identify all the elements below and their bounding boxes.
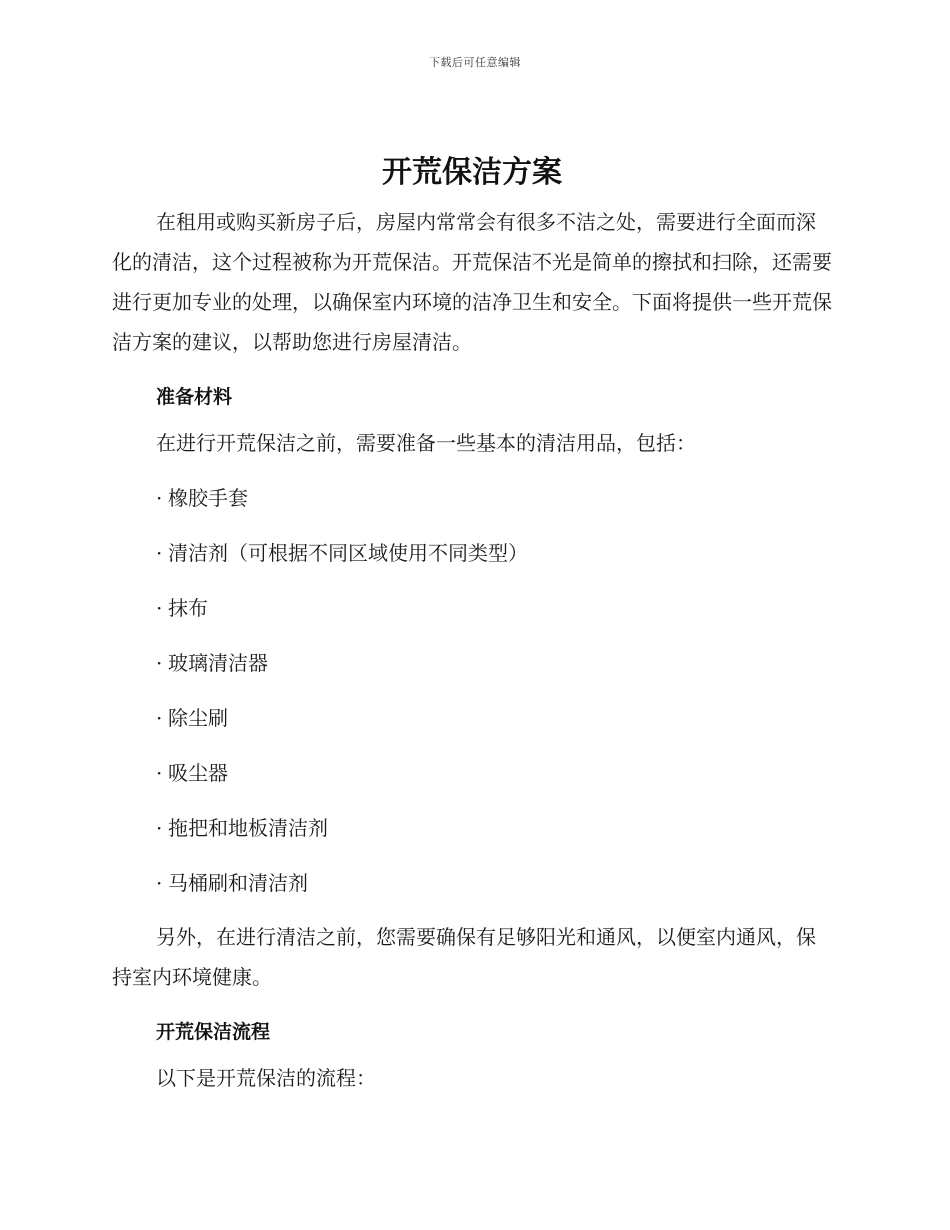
list-item <box>112 758 832 788</box>
bullet-icon: · <box>156 596 163 620</box>
list-item-label: 马桶刷和清洁剂 <box>168 871 308 895</box>
bullet-icon: · <box>156 761 163 785</box>
list-item-label: 清洁剂（可根据不同区域使用不同类型） <box>168 541 528 565</box>
list-item-label: 抹布 <box>168 596 208 620</box>
materials-lead: 在进行开荒保洁之前，需要准备一些基本的清洁用品，包括： <box>156 431 696 455</box>
list-item-label: 吸尘器 <box>168 761 228 785</box>
list-item <box>112 813 832 843</box>
bullet-icon: · <box>156 651 163 675</box>
list-item <box>112 483 832 513</box>
list-item-label: 橡胶手套 <box>168 486 248 510</box>
list-item-label: 玻璃清洁器 <box>168 651 268 675</box>
materials-closing-paragraph: 另外，在进行清洁之前，您需要确保有足够阳光和通风，以便室内通风，保持室内环境健康。 <box>112 925 816 989</box>
list-item-label: 除尘刷 <box>168 706 228 730</box>
list-item <box>112 648 832 678</box>
header-note: 下载后可任意编辑 <box>429 56 521 69</box>
list-item <box>112 703 832 733</box>
bullet-icon: · <box>156 871 163 895</box>
bullet-icon: · <box>156 816 163 840</box>
list-item <box>112 538 832 568</box>
bullet-icon: · <box>156 706 163 730</box>
materials-list <box>112 483 832 898</box>
intro-paragraph: 在租用或购买新房子后，房屋内常常会有很多不洁之处，需要进行全面而深化的清洁，这个过程被称为开荒保洁。开荒保洁不光是简单的擦拭和扫除，还需要进行更加专业的处理，以确保室内环境的洁净卫生和安全。下面将提供一些开荒保洁方案的建议，以帮助您进行房屋清洁。 <box>112 210 832 354</box>
list-item <box>112 593 832 623</box>
section-heading-process: 开荒保洁流程 <box>156 1021 271 1043</box>
process-lead: 以下是开荒保洁的流程： <box>156 1066 376 1090</box>
document-title: 开荒保洁方案 <box>382 155 562 190</box>
bullet-icon: · <box>156 486 163 510</box>
list-item-label: 拖把和地板清洁剂 <box>168 816 328 840</box>
document-body <box>112 148 832 1118</box>
bullet-icon: · <box>156 541 163 565</box>
section-heading-materials: 准备材料 <box>156 386 233 408</box>
list-item <box>112 868 832 898</box>
